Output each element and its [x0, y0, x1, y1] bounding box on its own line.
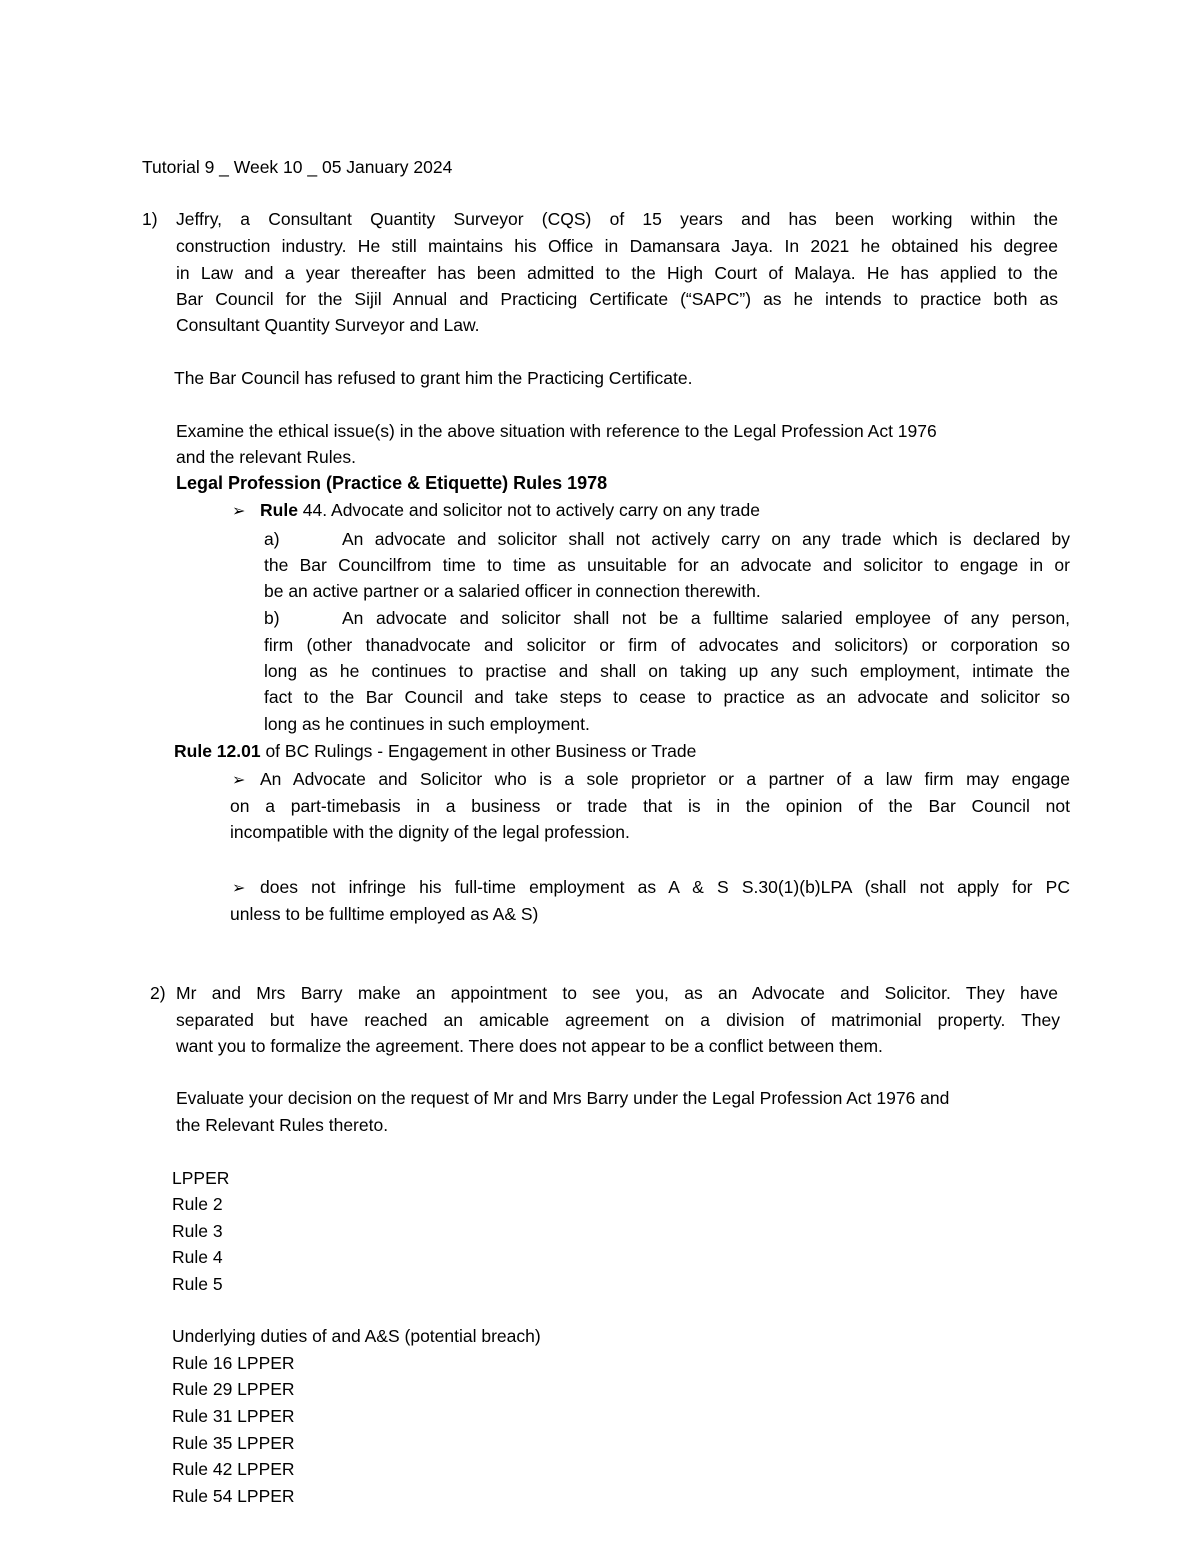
rule44-a-line-1: An advocate and solicitor shall not actively carry on any trade which is declared by [342, 529, 1070, 549]
list1-item: Rule 5 [172, 1274, 223, 1294]
rule1201-text: of BC Rulings - Engagement in other Business or Trade [260, 741, 697, 761]
list1-item: Rule 4 [172, 1247, 223, 1267]
q1-refusal: The Bar Council has refused to grant him the Practicing Certificate. [174, 368, 693, 388]
q2-line-2: separated but have reached an amicable agreement on a division of matrimonial property. They [176, 1010, 1060, 1030]
rule1201-line [174, 740, 696, 762]
q1-line-2: construction industry. He still maintains his Office in Damansara Jaya. In 2021 he obtained his degree [176, 236, 1058, 256]
duties-heading: Underlying duties of and A&S (potential breach) [172, 1326, 541, 1346]
q1-examine-2: and the relevant Rules. [176, 447, 356, 467]
q1-line-5: Consultant Quantity Surveyor and Law. [176, 315, 480, 335]
rule44-b-line-5: long as he continues in such employment. [264, 714, 590, 734]
bullet2-line-1: ➢ does not infringe his full-time employment as A & S S.30(1)(b)LPA (shall not apply for PC [232, 876, 1070, 900]
rule44-a-line-2: the Bar Councilfrom time to time as unsuitable for an advocate and solicitor to engage in or [264, 555, 1070, 575]
bullet1-line-1: ➢ An Advocate and Solicitor who is a sole proprietor or a partner of a law firm may engage [232, 768, 1070, 792]
rule44-b-label: b) [264, 608, 280, 628]
q2-evaluate-1: Evaluate your decision on the request of Mr and Mrs Barry under the Legal Profession Act 1976 and [176, 1088, 950, 1108]
q2-evaluate-2: the Relevant Rules thereto. [176, 1115, 389, 1135]
list2-item: Rule 42 LPPER [172, 1459, 295, 1479]
bullet2-line-2: unless to be fulltime employed as A& S) [230, 904, 539, 924]
list1-item: Rule 3 [172, 1221, 223, 1241]
q1-number: 1) [142, 209, 158, 229]
rule44-b-line-3: long as he continues to practise and shall on taking up any such employment, intimate the [264, 661, 1070, 681]
q1-line-3: in Law and a year thereafter has been admitted to the High Court of Malaya. He has applied to the [176, 263, 1058, 283]
rule44-label: Rule [260, 500, 298, 520]
rule44-number: 44 [297, 500, 323, 520]
bullet1-line-3: incompatible with the dignity of the legal profession. [230, 822, 630, 842]
list2-item: Rule 29 LPPER [172, 1379, 295, 1399]
rule44-a-line-3: be an active partner or a salaried officer in connection therewith. [264, 581, 761, 601]
document-title: Tutorial 9 _ Week 10 _ 05 January 2024 [142, 157, 453, 177]
rules-heading: Legal Profession (Practice & Etiquette) Rules 1978 [176, 473, 608, 493]
q2-line-1: Mr and Mrs Barry make an appointment to see you, as an Advocate and Solicitor. They have [176, 983, 1058, 1003]
bullet-arrow-icon: ➢ [232, 880, 246, 897]
rule44-b-line-1: An advocate and solicitor shall not be a fulltime salaried employee of any person, [342, 608, 1070, 628]
rule44-text: . Advocate and solicitor not to actively carry on any trade [322, 500, 760, 520]
rule1201-label: Rule 12.01 [174, 741, 261, 761]
list2-item: Rule 54 LPPER [172, 1486, 295, 1506]
q2-line-3: want you to formalize the agreement. There does not appear to be a conflict between them. [176, 1036, 883, 1056]
q2-number: 2) [150, 983, 166, 1003]
list2-item: Rule 31 LPPER [172, 1406, 295, 1426]
rule44-line [232, 499, 760, 523]
q1-line-1: Jeffry, a Consultant Quantity Surveyor (CQS) of 15 years and has been working within the [176, 209, 1058, 229]
list1-item: LPPER [172, 1168, 230, 1188]
bullet-arrow-icon: ➢ [232, 503, 246, 520]
rule44-b-line-4: fact to the Bar Council and take steps to cease to practice as an advocate and solicitor so [264, 687, 1070, 707]
list1-item: Rule 2 [172, 1194, 223, 1214]
list2-item: Rule 16 LPPER [172, 1353, 295, 1373]
bullet-arrow-icon: ➢ [232, 772, 246, 789]
list2-item: Rule 35 LPPER [172, 1433, 295, 1453]
bullet1-line-2: on a part-timebasis in a business or trade that is in the opinion of the Bar Council not [230, 796, 1070, 816]
q1-line-4: Bar Council for the Sijil Annual and Practicing Certificate (“SAPC”) as he intends to practice both as [176, 289, 1058, 309]
rule44-a-label: a) [264, 529, 280, 549]
q1-examine-1: Examine the ethical issue(s) in the above situation with reference to the Legal Profession Act 1976 [176, 421, 937, 441]
rule44-b-line-2: firm (other thanadvocate and solicitor or firm of advocates and solicitors) or corporation so [264, 635, 1070, 655]
